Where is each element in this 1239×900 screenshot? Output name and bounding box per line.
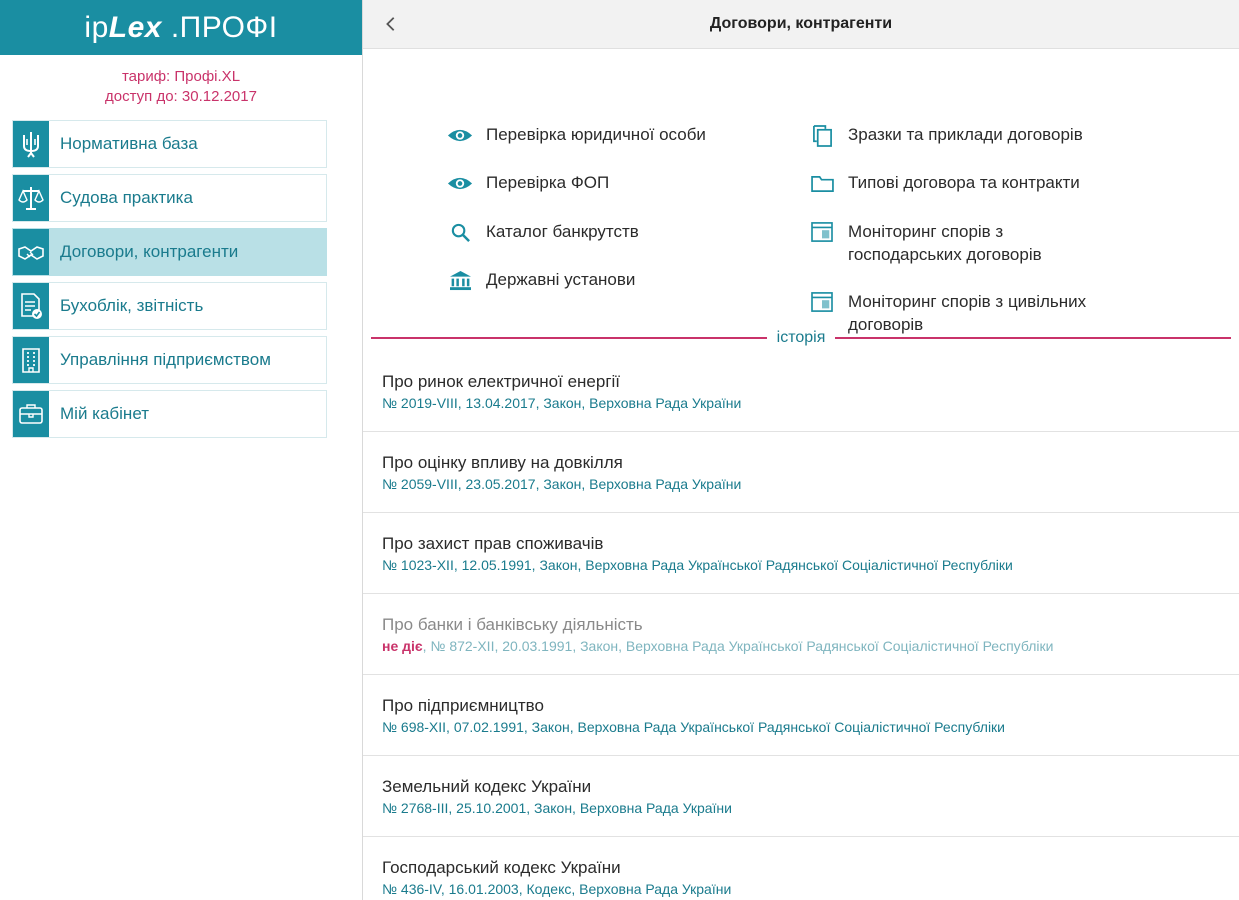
history-item-meta: № 1023-XII, 12.05.1991, Закон, Верховна Рада Української Радянської Соціалістичної Республіки xyxy=(382,557,1013,573)
history-label: історія xyxy=(776,329,826,346)
history-item-meta: № 2019-VIII, 13.04.2017, Закон, Верховна Рада України xyxy=(382,395,742,411)
search-icon xyxy=(445,220,475,244)
menu-item-normative-base[interactable] xyxy=(12,120,327,168)
link-bankruptcy-catalog[interactable] xyxy=(445,220,639,244)
link-contract-samples[interactable] xyxy=(807,123,1083,147)
link-standard-contracts[interactable] xyxy=(807,171,1080,195)
divider xyxy=(835,337,1231,339)
history-list xyxy=(363,351,1239,900)
history-item[interactable] xyxy=(363,432,1239,513)
folder-icon xyxy=(807,171,837,195)
history-item-title: Про банки і банківську діяльність xyxy=(382,615,643,634)
history-item-meta: № 698-XII, 07.02.1991, Закон, Верховна Рада Української Радянської Соціалістичної Республіки xyxy=(382,719,1006,735)
link-label: Каталог банкрутств xyxy=(486,222,639,241)
history-item-title: Господарський кодекс України xyxy=(382,858,621,877)
link-check-fop[interactable] xyxy=(445,171,609,195)
scales-icon xyxy=(13,175,49,221)
history-item[interactable] xyxy=(363,675,1239,756)
history-item[interactable] xyxy=(363,594,1239,675)
quick-links xyxy=(363,49,1239,334)
menu-item-label: Бухоблік, звітність xyxy=(60,296,204,315)
window-icon xyxy=(807,290,837,314)
briefcase-icon xyxy=(13,391,49,437)
copy-icon xyxy=(807,123,837,147)
link-label: Державні установи xyxy=(486,270,636,289)
link-label: Типові договора та контракти xyxy=(848,173,1080,192)
window-icon xyxy=(807,220,837,244)
history-item-title: Про оцінку впливу на довкілля xyxy=(382,453,623,472)
tariff-label: тариф: Профі.XL xyxy=(121,68,241,85)
history-item[interactable] xyxy=(363,351,1239,432)
main-menu xyxy=(12,120,327,444)
page-title: Договори, контрагенти xyxy=(709,15,893,32)
link-label: Перевірка юридичної особи xyxy=(486,125,706,144)
link-monitoring-commercial-disputes[interactable] xyxy=(807,220,1042,266)
eye-icon xyxy=(445,123,475,147)
menu-item-label: Управління підприємством xyxy=(60,350,271,369)
link-label: Моніторинг спорів з цивільних договорів xyxy=(848,292,1087,334)
link-check-legal-entity[interactable] xyxy=(445,123,706,147)
history-item-meta: № 436-IV, 16.01.2003, Кодекс, Верховна Рада України xyxy=(382,881,732,897)
access-date-label: доступ до: 30.12.2017 xyxy=(105,88,257,105)
menu-item-contracts[interactable] xyxy=(12,228,327,276)
sidebar xyxy=(0,0,363,900)
menu-item-accounting[interactable] xyxy=(12,282,327,330)
menu-item-label: Нормативна база xyxy=(60,134,198,153)
link-label: Перевірка ФОП xyxy=(486,173,610,192)
history-item-meta: № 2768-III, 25.10.2001, Закон, Верховна Рада України xyxy=(382,800,732,816)
link-label: Моніторинг спорів з господарських договорів xyxy=(848,222,1042,264)
menu-item-court-practice[interactable] xyxy=(12,174,327,222)
main-content xyxy=(363,0,1239,900)
logo-bar xyxy=(0,0,362,55)
history-item-meta: № 2059-VIII, 23.05.2017, Закон, Верховна Рада України xyxy=(382,476,742,492)
history-separator xyxy=(371,325,1231,351)
chevron-left-icon xyxy=(382,15,400,33)
document-check-icon xyxy=(13,283,49,329)
menu-item-label: Договори, контрагенти xyxy=(60,242,239,261)
building-icon xyxy=(13,337,49,383)
inactive-badge: не діє xyxy=(382,638,423,654)
history-item-title: Про підприємництво xyxy=(382,696,544,715)
link-label: Зразки та приклади договорів xyxy=(848,125,1083,144)
eye-icon xyxy=(445,171,475,195)
divider xyxy=(371,337,767,339)
trident-icon xyxy=(13,121,49,167)
menu-item-my-cabinet[interactable] xyxy=(12,390,327,438)
history-item[interactable] xyxy=(363,756,1239,837)
menu-item-enterprise-management[interactable] xyxy=(12,336,327,384)
bank-icon xyxy=(445,268,475,292)
history-item-meta: не діє, № 872-XII, 20.03.1991, Закон, Верховна Рада Української Радянської Соціалістичної Республіки xyxy=(382,638,1054,654)
logo[interactable]: ipLex .ПРОФІ xyxy=(84,10,278,44)
history-item[interactable] xyxy=(363,513,1239,594)
history-item[interactable] xyxy=(363,837,1239,900)
handshake-icon xyxy=(13,229,49,275)
history-item-title: Земельний кодекс України xyxy=(382,777,592,796)
history-item-title: Про ринок електричної енергії xyxy=(382,372,621,391)
top-bar xyxy=(363,0,1239,49)
back-button[interactable] xyxy=(377,10,405,38)
link-state-institutions[interactable] xyxy=(445,268,635,292)
menu-item-label: Судова практика xyxy=(60,188,193,207)
history-item-title: Про захист прав споживачів xyxy=(382,534,604,553)
menu-item-label: Мій кабінет xyxy=(60,404,150,423)
